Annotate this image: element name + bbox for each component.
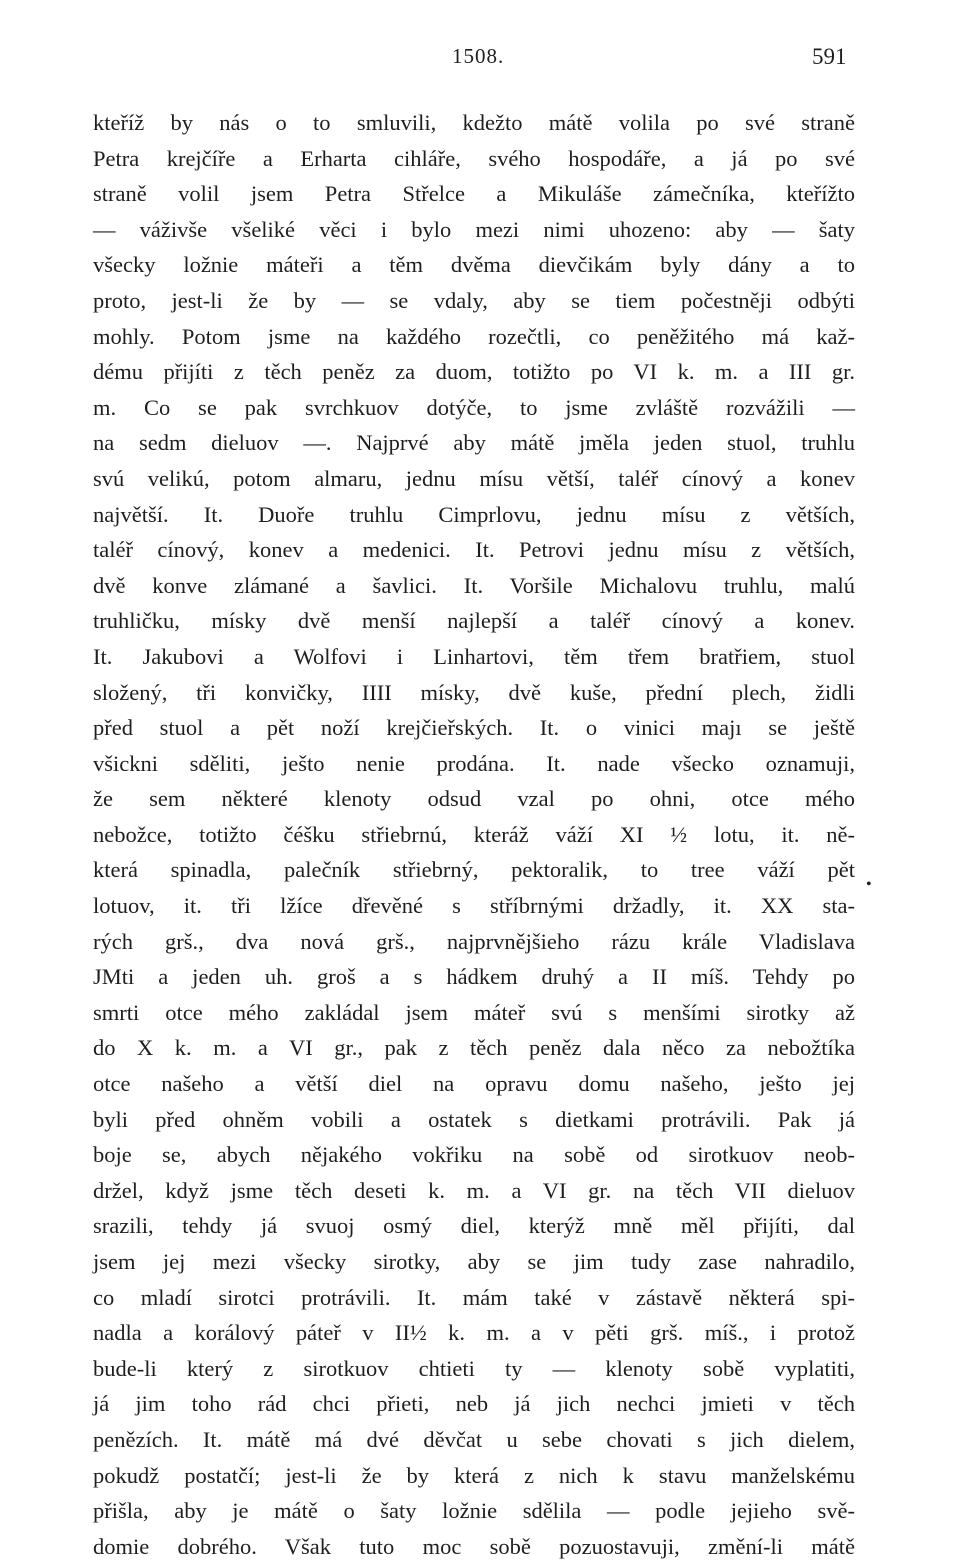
text-line: všecky ložnie máteři a těm dvěma dievčikám byly dány a to <box>93 252 855 278</box>
text-line: co mladí sirotci protrávili. It. mám také v zástavě některá spi- <box>93 1284 855 1310</box>
text-line: já jim toho rád chci přieti, neb já jich nechci jmieti v těch <box>93 1391 855 1417</box>
text-line: m. Co se pak svrchkuov dotýče, to jsme zvláště rozvážili — <box>93 394 855 420</box>
text-line: všickni sděliti, ješto nenie prodána. It. nade všecko oznamuji, <box>93 750 855 776</box>
text-line: kteříž by nás o to smluvili, kdežto mátě volila po své straně <box>93 110 855 135</box>
text-line: nadla a korálový páteř v II½ k. m. a v pěti grš. míš., i protož <box>93 1320 855 1346</box>
text-line: nebožce, totižto čéšku střiebrnú, kteráž váží XI ½ lotu, it. ně- <box>93 821 855 847</box>
margin-mark: • <box>866 876 872 893</box>
text-line: penězích. It. mátě má dvé děvčat u sebe chovati s jich dielem, <box>93 1426 855 1452</box>
text-line: byli před ohněm vobili a ostatek s dietkami protrávili. Pak já <box>93 1106 855 1132</box>
text-line: Petra krejčíře a Erharta cihláře, svého hospodáře, a já po své <box>93 145 855 171</box>
body-text <box>93 105 855 1564</box>
text-line: proto, jest-li že by — se vdaly, aby se tiem počestněji odbýti <box>93 287 855 313</box>
text-line: — váživše všeliké věci i bylo mezi nimi uhozeno: aby — šaty <box>93 216 855 242</box>
text-line: která spinadla, palečník střiebrný, pektoralik, to tree váží pět <box>93 857 855 883</box>
text-line: otce našeho a větší diel na opravu domu našeho, ješto jej <box>93 1071 855 1097</box>
text-line: rých grš., dva nová grš., najprvnějšieho rázu krále Vladislava <box>93 928 855 954</box>
text-line: boje se, abych nějakého vokřiku na sobě od sirotkuov neob- <box>93 1142 855 1168</box>
text-line: mohly. Potom jsme na každého rozečtli, co peněžitého má kaž- <box>93 323 855 349</box>
text-line: dvě konve zlámané a šavlici. It. Voršile Michalovu truhlu, malú <box>93 572 855 598</box>
page-header <box>0 44 960 74</box>
text-line: složený, tři konvičky, IIII mísky, dvě kuše, přední plech, židli <box>93 679 855 705</box>
text-line: svú velikú, potom almaru, jednu mísu větší, taléř cínový a konev <box>93 465 855 491</box>
text-line: na sedm dieluov —. Najprvé aby mátě jměla jeden stuol, truhlu <box>93 430 855 456</box>
text-line: jsem jej mezi všecky sirotky, aby se jim tudy zase nahradilo, <box>93 1249 855 1274</box>
text-line: smrti otce mého zakládal jsem máteř svú s menšími sirotky až <box>93 999 855 1025</box>
text-line: srazili, tehdy já svuoj osmý diel, kterýž mně měl přijíti, dal <box>93 1213 855 1239</box>
text-line: bude-li který z sirotkuov chtieti ty — klenoty sobě vyplatiti, <box>93 1355 855 1381</box>
text-line: truhličku, mísky dvě menší najlepší a taléř cínový a konev. <box>93 608 855 634</box>
text-line: straně volil jsem Petra Střelce a Mikuláše zámečníka, kteřížto <box>93 181 855 207</box>
text-line: dému přijíti z těch peněz za duom, totižto po VI k. m. a III gr. <box>93 359 855 385</box>
text-line: najvětší. It. Duoře truhlu Cimprlovu, jednu mísu z větších, <box>93 501 855 527</box>
text-line: držel, když jsme těch deseti k. m. a VI gr. na těch VII dieluov <box>93 1177 855 1203</box>
text-line: přišla, aby je mátě o šaty ložnie sdělila — podle jejieho svě- <box>93 1498 855 1524</box>
text-line: že sem některé klenoty odsud vzal po ohni, otce mého <box>93 786 855 812</box>
text-line: lotuov, it. tři lžíce dřevěné s stříbrnými držadly, it. XX sta- <box>93 893 855 919</box>
text-line: před stuol a pět noží krejčieřských. It. o vinici majı se ještě <box>93 715 855 741</box>
text-line: taléř cínový, konev a medenici. It. Petrovi jednu mísu z větších, <box>93 537 855 563</box>
text-line: JMti a jeden uh. groš a s hádkem druhý a II míš. Tehdy po <box>93 964 855 990</box>
text-line: domie dobrého. Však tuto moc sobě pozuostavuji, změní-li mátě <box>93 1533 855 1559</box>
text-line: do X k. m. a VI gr., pak z těch peněz dala něco za nebožtíka <box>93 1035 855 1061</box>
running-head-year: 1508. <box>452 44 505 68</box>
page-number: 591 <box>812 44 847 69</box>
text-line: It. Jakubovi a Wolfovi i Linhartovi, těm třem bratřiem, stuol <box>93 643 855 669</box>
text-line: pokudž postatčí; jest-li že by která z nich k stavu manželskému <box>93 1462 855 1488</box>
